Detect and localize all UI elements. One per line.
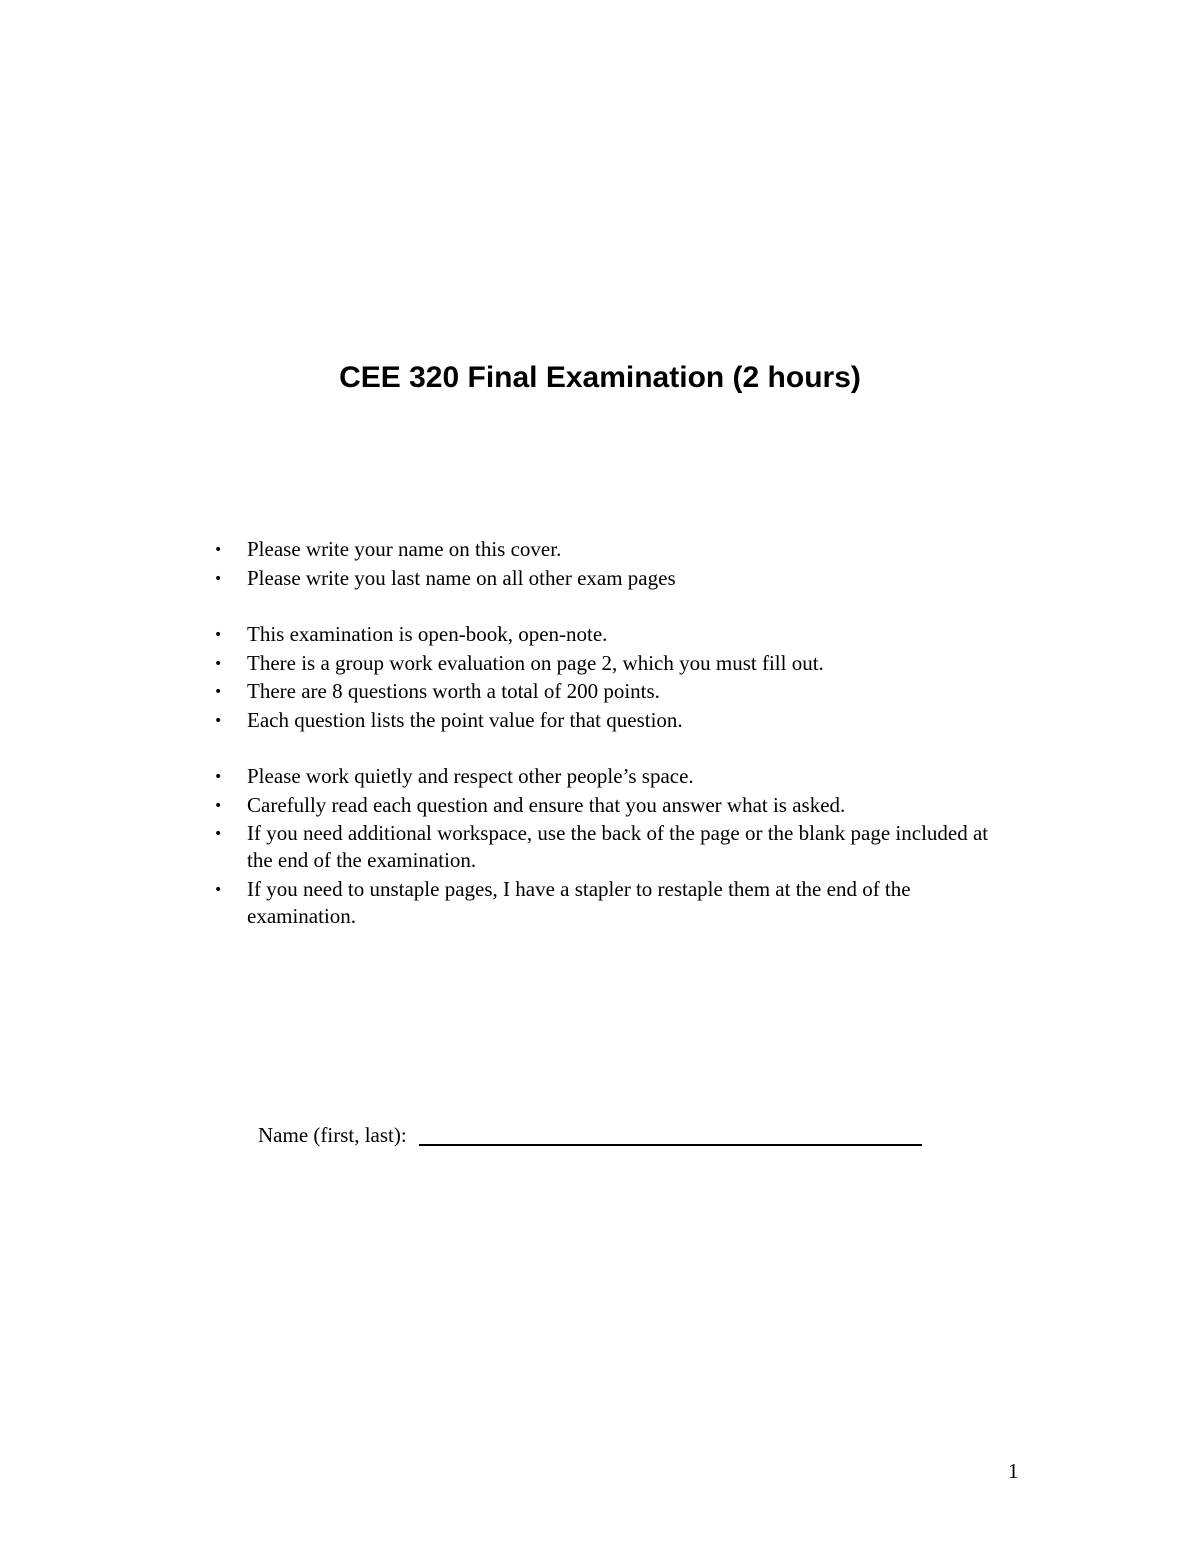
instruction-text: If you need additional workspace, use the back of the page or the blank page included at the end of the examination. <box>247 821 989 872</box>
instruction-text: This examination is open-book, open-note. <box>247 622 608 646</box>
instruction-text: Please write you last name on all other exam pages <box>247 565 676 590</box>
bullet-icon: • <box>214 655 223 672</box>
bullet-icon: • <box>214 881 223 898</box>
list-item <box>214 621 1014 648</box>
name-label: Name (first, last): <box>258 1123 407 1147</box>
instructions-group-2 <box>214 621 1014 735</box>
list-item <box>214 763 1014 790</box>
page-title: CEE 320 Final Examination (2 hours) <box>339 361 861 394</box>
list-item <box>214 876 1014 930</box>
instruction-text: If you need to unstaple pages, I have a stapler to restaple them at the end of the examination. <box>247 876 911 928</box>
bullet-icon: • <box>214 684 223 700</box>
list-item <box>214 678 1014 705</box>
bullet-icon: • <box>214 570 223 587</box>
instruction-text: Each question lists the point value for that question. <box>247 707 683 732</box>
instruction-text: There are 8 questions worth a total of 200 points. <box>247 679 660 703</box>
bullet-icon: • <box>214 826 223 842</box>
bullet-icon: • <box>214 797 223 814</box>
instruction-text: Please write your name on this cover. <box>247 537 562 561</box>
list-item <box>214 820 1014 874</box>
bullet-icon: • <box>214 627 223 643</box>
instructions-group-1 <box>214 536 1014 593</box>
instruction-text: There is a group work evaluation on page 2, which you must fill out. <box>247 650 824 675</box>
bullet-icon: • <box>214 542 223 558</box>
name-blank-line[interactable] <box>419 1143 922 1146</box>
bullet-icon: • <box>214 769 223 785</box>
name-field-row <box>258 1121 922 1149</box>
list-item <box>214 536 1014 563</box>
list-item <box>214 565 1014 592</box>
list-item <box>214 650 1014 677</box>
list-item <box>214 707 1014 734</box>
list-item <box>214 792 1014 819</box>
bullet-icon: • <box>214 712 223 729</box>
page-number: 1 <box>1008 1459 1019 1483</box>
instruction-text: Please work quietly and respect other people’s space. <box>247 764 694 788</box>
instruction-text: Carefully read each question and ensure that you answer what is asked. <box>247 792 846 817</box>
instructions-group-3 <box>214 763 1014 931</box>
